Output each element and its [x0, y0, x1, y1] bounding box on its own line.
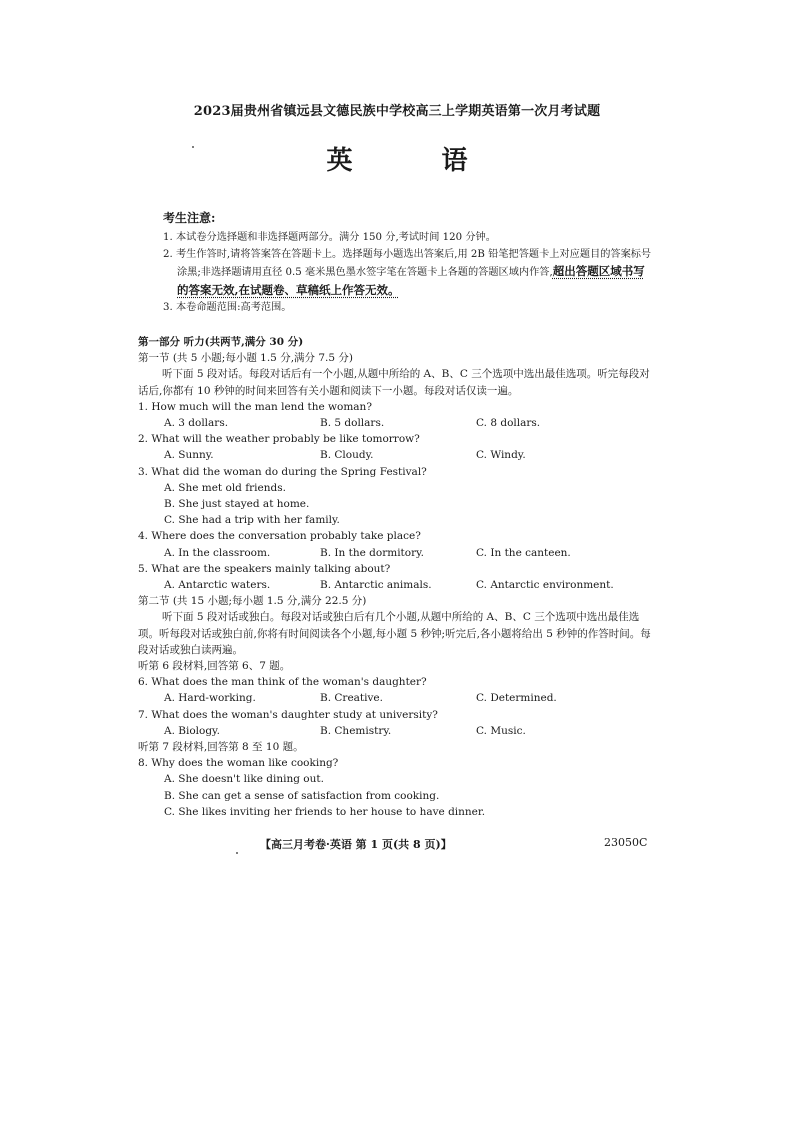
candidate-notice [163, 210, 653, 316]
option-a: A. 3 dollars. [164, 417, 229, 430]
option-a: A. In the classroom. [164, 546, 271, 559]
option-b: B. Cloudy. [320, 449, 374, 462]
listening-section [138, 334, 658, 820]
section-1-title: 第一节 (共 5 小题;每小题 1.5 分,满分 7.5 分) [138, 352, 354, 365]
section-1-intro: 听下面 5 段对话。每段对话后有一个小题,从题中所给的 A、B、C 三个选项中选出最佳选项。听完每段对话后,你都有 10 秒钟的时间来回答有关小题和阅读下一小题。每段对话仅读一遍。 [138, 368, 650, 397]
option-a: A. Sunny. [164, 449, 214, 462]
notice-heading: 考生注意: [163, 211, 216, 225]
paper-code: 23050C [604, 836, 648, 849]
question-1-options [138, 415, 658, 431]
option-c: C. She had a trip with her family. [164, 514, 340, 527]
notice-item-2-text: 2. 考生作答时,请将答案答在答题卡上。选择题每小题选出答案后,用 2B 铅笔把答题卡上对应题目的答案标号涂黑;非选择题请用直径 0.5 毫米黑色墨水签字笔在答题卡上各题的答题区域内作答, [163, 248, 652, 279]
question-7-options [138, 723, 658, 739]
option-a: A. Hard-working. [164, 692, 256, 705]
option-b: B. Creative. [320, 692, 383, 705]
option-c: C. She likes inviting her friends to her house to have dinner. [164, 805, 486, 818]
question-4-options [138, 545, 658, 561]
notice-item-2-warning: 超出答题区域书写的答案无效,在试题卷、草稿纸上作答无效。 [177, 264, 645, 297]
subject-title: 英 语 [326, 146, 508, 176]
option-c: C. In the canteen. [476, 546, 571, 559]
section-2-intro: 听下面 5 段对话或独白。每段对话或独白后有几个小题,从题中所给的 A、B、C 三个选项中选出最佳选项。听每段对话或独白前,你将有时间阅读各个小题,每小题 5 秒钟;听完后,各小题将给出 5 秒钟的作答时间。每段对话或独白读两遍。 [138, 611, 651, 656]
option-b: B. 5 dollars. [320, 417, 385, 430]
question-5-options [138, 577, 658, 593]
option-b: B. She just stayed at home. [164, 498, 310, 511]
option-c: C. Antarctic environment. [476, 579, 614, 592]
part-title: 第一部分 听力(共两节,满分 30 分) [138, 336, 304, 348]
notice-item-1: 1. 本试卷分选择题和非选择题两部分。满分 150 分,考试时间 120 分钟。 [163, 232, 496, 244]
option-c: C. Music. [476, 724, 526, 737]
material-6-note: 听第 6 段材料,回答第 6、7 题。 [138, 660, 291, 673]
question-4: 4. Where does the conversation probably take place? [138, 530, 421, 543]
question-8: 8. Why does the woman like cooking? [138, 757, 339, 770]
page-footer: 【高三月考卷·英语 第 1 页(共 8 页)】 [260, 838, 452, 851]
option-c: C. 8 dollars. [476, 417, 541, 430]
question-3: 3. What did the woman do during the Spring Festival? [138, 465, 427, 478]
question-2: 2. What will the weather probably be like tomorrow? [138, 433, 420, 446]
notice-item-3: 3. 本卷命题范围:高考范围。 [163, 302, 292, 314]
option-b: B. In the dormitory. [320, 546, 424, 559]
question-2-options [138, 447, 658, 463]
section-2-title: 第二节 (共 15 小题;每小题 1.5 分,满分 22.5 分) [138, 595, 367, 608]
material-7-note: 听第 7 段材料,回答第 8 至 10 题。 [138, 741, 304, 754]
option-c: C. Windy. [476, 449, 526, 462]
option-b: B. She can get a sense of satisfaction from cooking. [164, 789, 440, 802]
option-a: A. Biology. [164, 724, 220, 737]
question-7: 7. What does the woman's daughter study at university? [138, 708, 438, 721]
option-b: B. Antarctic animals. [320, 579, 432, 592]
notice-item-2 [163, 247, 653, 300]
scan-speck [236, 852, 238, 854]
option-a: A. Antarctic waters. [164, 579, 271, 592]
question-1: 1. How much will the man lend the woman? [138, 400, 372, 413]
question-5: 5. What are the speakers mainly talking about? [138, 562, 391, 575]
option-b: B. Chemistry. [320, 724, 392, 737]
scan-speck [192, 146, 194, 148]
exam-title: 2023届贵州省镇远县文德民族中学校高三上学期英语第一次月考试题 [193, 104, 601, 119]
question-6-options [138, 690, 658, 706]
question-6: 6. What does the man think of the woman's daughter? [138, 676, 427, 689]
option-a: A. She met old friends. [164, 481, 286, 494]
option-c: C. Determined. [476, 692, 557, 705]
option-a: A. She doesn't like dining out. [164, 773, 324, 786]
